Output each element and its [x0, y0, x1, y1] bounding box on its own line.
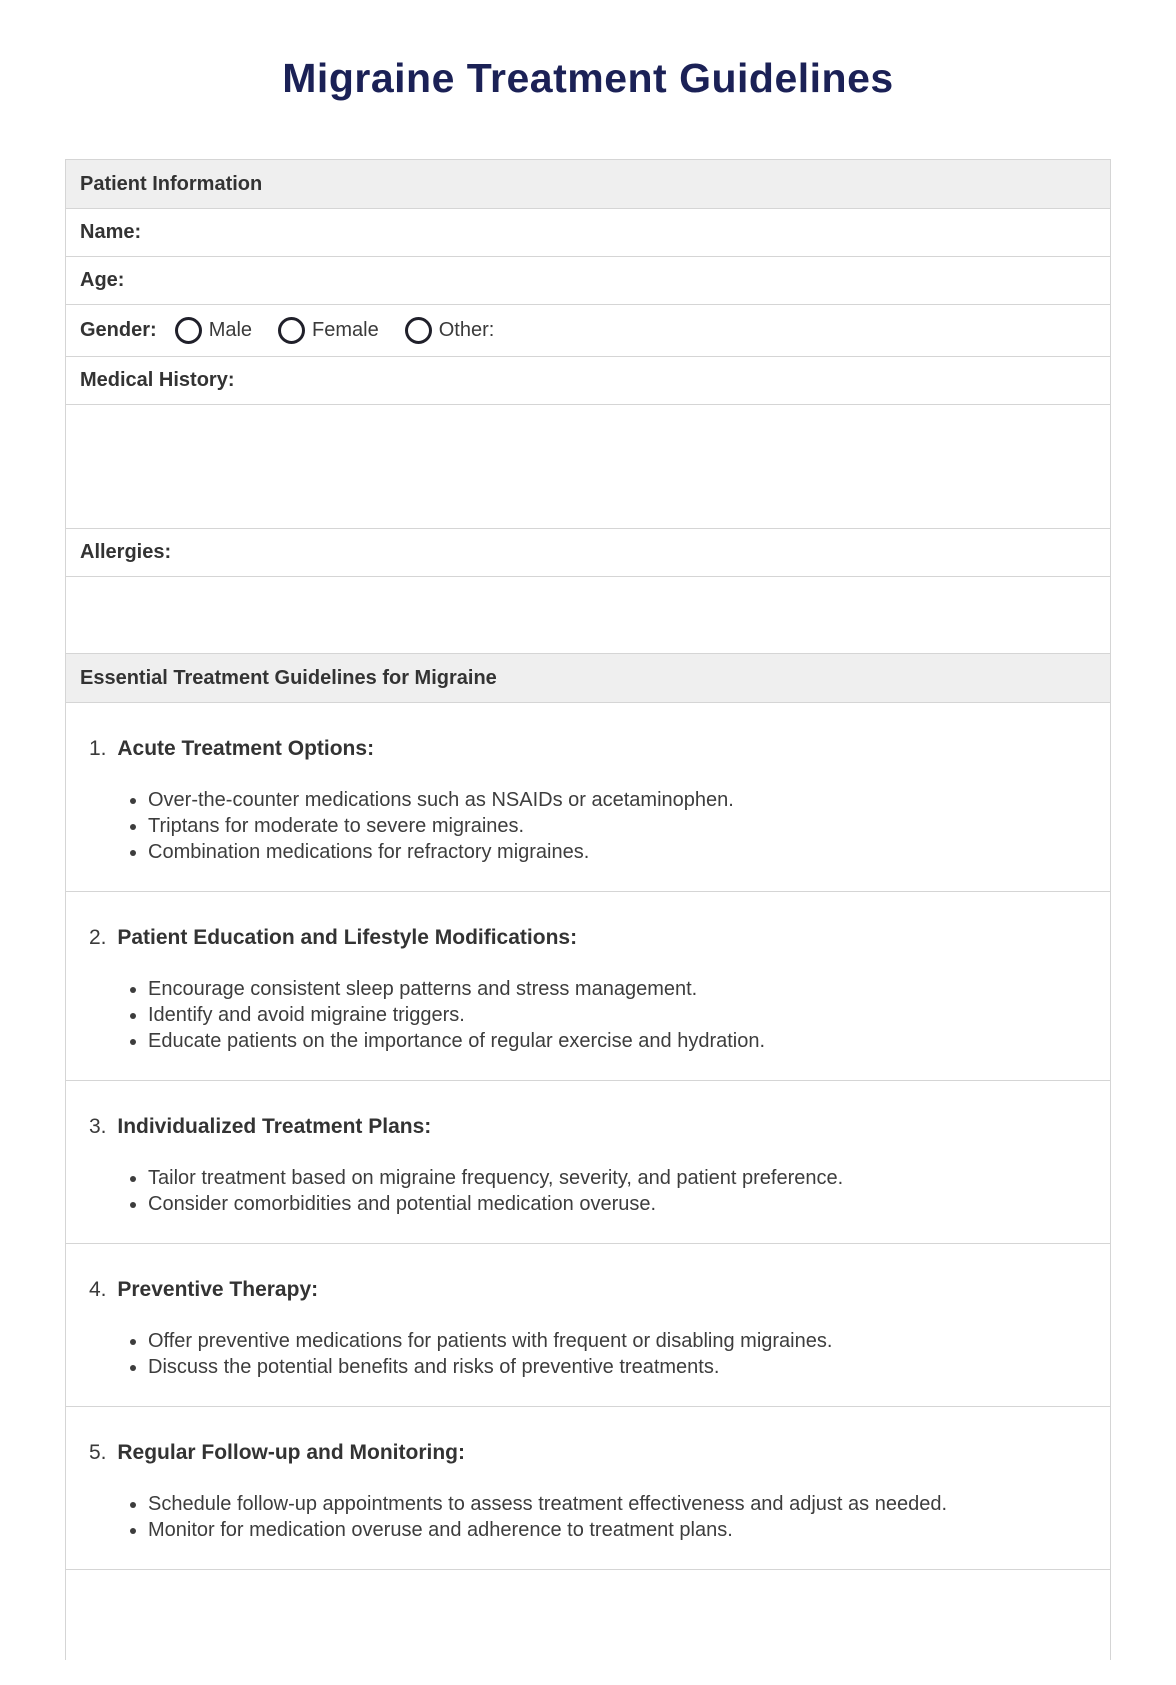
guideline-heading [66, 1441, 1110, 1465]
guideline-number: 2. [89, 926, 107, 949]
guideline-bullet-list [66, 1491, 1110, 1543]
gender-option-female[interactable] [278, 317, 379, 344]
gender-option-other[interactable] [405, 317, 495, 344]
guideline-section-individualized-plans [66, 1081, 1110, 1244]
guideline-section-patient-education [66, 892, 1110, 1081]
guideline-number: 4. [89, 1278, 107, 1301]
guideline-number: 1. [89, 737, 107, 760]
next-section-partial-box [66, 1570, 1110, 1660]
name-label: Name: [80, 221, 142, 243]
guideline-section-preventive-therapy [66, 1244, 1110, 1407]
guideline-bullet-list [66, 787, 1110, 865]
guideline-bullet-list [66, 976, 1110, 1054]
gender-option-other-label: Other: [438, 319, 495, 341]
bullet-item: • Over-the-counter medications such as NSAIDs or acetaminophen. [148, 787, 1110, 813]
bullet-item: • Consider comorbidities and potential medication overuse. [148, 1191, 1110, 1217]
section-header-treatment-guidelines: Essential Treatment Guidelines for Migraine [66, 654, 1110, 703]
age-field-row[interactable] [66, 257, 1110, 305]
bullet-item: • Combination medications for refractory migraines. [148, 839, 1110, 865]
bullet-item: • Triptans for moderate to severe migraines. [148, 813, 1110, 839]
guideline-title: Acute Treatment Options: [117, 737, 375, 760]
guideline-section-acute-treatment [66, 703, 1110, 892]
guideline-heading [66, 1115, 1110, 1139]
form-table [65, 159, 1111, 1660]
guideline-heading [66, 737, 1110, 761]
guideline-heading [66, 1278, 1110, 1302]
age-label: Age: [80, 269, 125, 291]
guideline-title: Preventive Therapy: [117, 1278, 319, 1301]
allergies-label-row [66, 529, 1110, 577]
gender-option-female-label: Female [312, 319, 379, 341]
bullet-item: • Monitor for medication overuse and adherence to treatment plans. [148, 1517, 1110, 1543]
guideline-heading [66, 926, 1110, 950]
guideline-section-follow-up [66, 1407, 1110, 1570]
document [0, 55, 1176, 1660]
guideline-bullet-list [66, 1165, 1110, 1217]
bullet-item: • Identify and avoid migraine triggers. [148, 1002, 1110, 1028]
section-header-patient-information: Patient Information [66, 160, 1110, 209]
allergies-input-area[interactable] [66, 577, 1110, 654]
bullet-item: • Schedule follow-up appointments to assess treatment effectiveness and adjust as needed. [148, 1491, 1110, 1517]
bullet-item: • Discuss the potential benefits and risks of preventive treatments. [148, 1354, 1110, 1380]
medical-history-label: Medical History: [80, 369, 235, 391]
gender-option-male-label: Male [208, 319, 253, 341]
page-title: Migraine Treatment Guidelines [282, 55, 894, 101]
guideline-title: Individualized Treatment Plans: [117, 1115, 432, 1138]
guideline-bullet-list [66, 1328, 1110, 1380]
radio-button-icon[interactable] [405, 317, 432, 344]
bullet-item: • Tailor treatment based on migraine frequency, severity, and patient preference. [148, 1165, 1110, 1191]
bullet-item: • Educate patients on the importance of regular exercise and hydration. [148, 1028, 1110, 1054]
bullet-item: • Encourage consistent sleep patterns and stress management. [148, 976, 1110, 1002]
guideline-number: 3. [89, 1115, 107, 1138]
name-field-row[interactable] [66, 209, 1110, 257]
gender-field-row [66, 305, 1110, 357]
allergies-label: Allergies: [80, 541, 172, 563]
bullet-item: • Offer preventive medications for patients with frequent or disabling migraines. [148, 1328, 1110, 1354]
medical-history-label-row [66, 357, 1110, 405]
guideline-number: 5. [89, 1441, 107, 1464]
gender-label: Gender: [80, 319, 157, 341]
radio-button-icon[interactable] [175, 317, 202, 344]
radio-button-icon[interactable] [278, 317, 305, 344]
gender-option-male[interactable] [175, 317, 252, 344]
medical-history-input-area[interactable] [66, 405, 1110, 529]
guideline-title: Regular Follow-up and Monitoring: [117, 1441, 465, 1464]
guideline-title: Patient Education and Lifestyle Modifications: [117, 926, 578, 949]
